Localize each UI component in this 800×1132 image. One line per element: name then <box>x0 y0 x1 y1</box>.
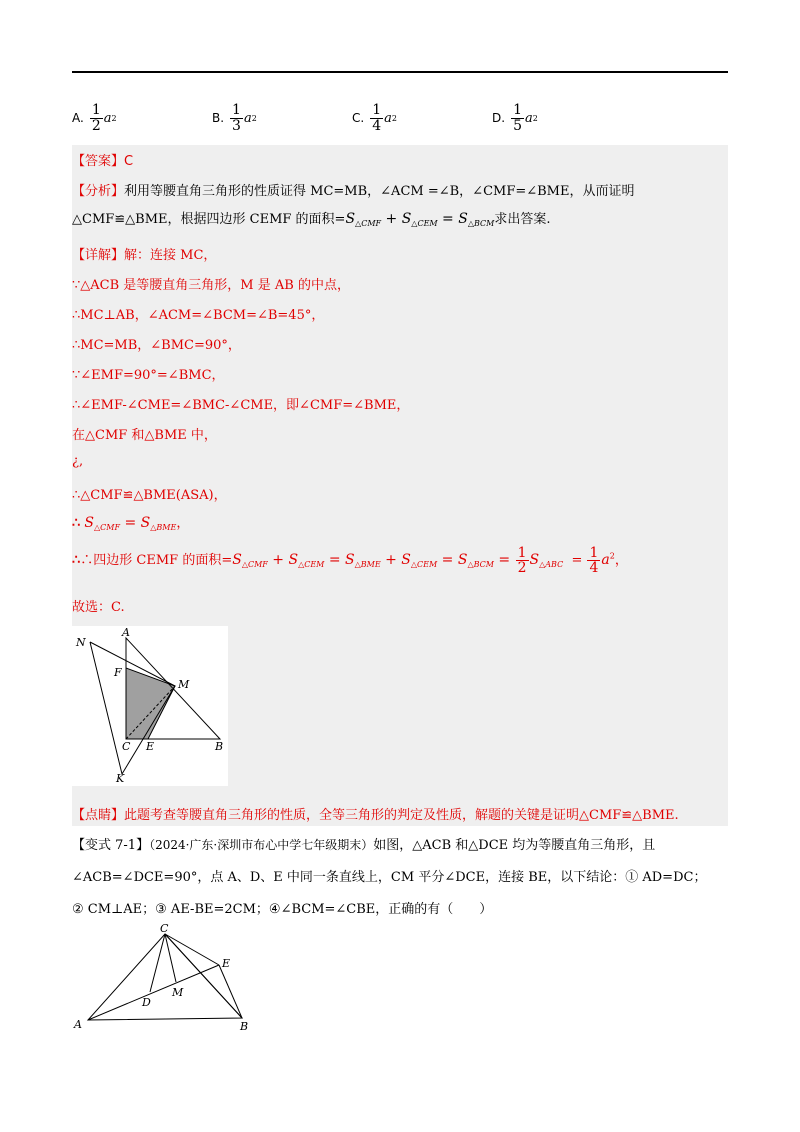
point-label: F <box>114 666 122 679</box>
detail-line-8: ∴△CMF≌△BME(ASA)， <box>72 488 227 503</box>
fraction-numerator: 1 <box>513 101 522 118</box>
point-label: D <box>142 996 151 1009</box>
half-fraction: $\frac{1}{2}$ <box>517 545 527 576</box>
analysis-line-1 <box>72 180 634 199</box>
point-label: K <box>116 772 125 785</box>
detail-line-6: 在△CMF 和△BME 中， <box>72 428 217 443</box>
answer-line <box>72 150 133 169</box>
point-label: M <box>178 678 190 691</box>
option-b <box>212 98 257 138</box>
point-label: B <box>215 740 224 753</box>
area-equality: $S_{\triangle CMF} = S_{\triangle BME}$ <box>84 515 177 532</box>
point-label: M <box>172 986 184 999</box>
point-label: E <box>222 957 231 970</box>
area-formula: $S_{\triangle CMF} + S_{\triangle CEM} = S_{\triangle BCM}$ <box>345 211 495 228</box>
option-exponent: 2 <box>111 113 117 123</box>
option-letter: D. <box>492 111 506 125</box>
option-fraction <box>370 103 383 134</box>
shaded-quadrilateral <box>126 668 175 739</box>
detail-line-2: ∴MC⊥AB，∠ACM=∠BCM=∠B=45°， <box>72 308 325 323</box>
segment-cm <box>165 934 176 982</box>
answer-value: C <box>124 154 134 169</box>
figure-2 <box>72 922 272 1032</box>
quad-area-formula: $S_{\triangle CMF} + S_{\triangle CEM} = S_{\triangle BME} + S_{\triangle CEM} = S_{\triangle BCM}$ = <box>232 552 515 569</box>
option-variable: a <box>384 110 392 126</box>
detail-line-3: ∴MC=MB，∠BMC=90°， <box>72 338 241 353</box>
detail-line-1: ∵△ACB 是等腰直角三角形，M 是 AB 的中点， <box>72 278 350 293</box>
segment-ce <box>165 934 219 965</box>
analysis-line-2 <box>72 208 550 228</box>
option-variable: a <box>243 110 252 126</box>
option-letter: A. <box>72 111 84 125</box>
option-c <box>352 98 397 138</box>
variant-tag: 【变式 7-1】 <box>72 838 150 853</box>
analysis-text: 求出答案. <box>494 212 551 227</box>
detail-tag: 【详解】 <box>72 248 125 263</box>
analysis-text: 利用等腰直角三角形的性质证得 MC=MB，∠ACM =∠B，∠CMF=∠BME，从而证明 <box>124 184 635 199</box>
detail-line-5: ∴∠EMF-∠CME=∠BMC-∠CME，即∠CMF=∠BME， <box>72 398 410 413</box>
variant-line-3: ② CM⊥AE；③ AE-BE=2CM；④∠BCM=∠CBE，正确的有（ ） <box>72 902 493 917</box>
option-a <box>72 98 117 138</box>
detail-text: ∴四边形 CEMF 的面积= <box>80 553 233 568</box>
point-label: N <box>76 636 86 649</box>
top-rule <box>72 71 728 73</box>
fraction-denominator: 4 <box>372 117 382 134</box>
option-exponent: 2 <box>251 113 257 123</box>
comment-line <box>72 804 679 823</box>
detail-text: 解：连接 MC， <box>124 248 217 263</box>
answer-options <box>72 98 728 138</box>
option-fraction <box>511 103 524 134</box>
option-fraction <box>230 103 243 134</box>
option-fraction <box>90 103 103 134</box>
segment-cb <box>165 934 242 1018</box>
fraction-numerator: 1 <box>232 101 241 118</box>
fraction-denominator: 5 <box>513 117 522 134</box>
quad-area-line: ∴∴四边形 CEMF 的面积$=S_{\triangle CMF} + S_{\triangle CEM} = S_{\triangle BME} + S_{\triangle CEM} = S_{\triangle BCM}$ = $\frac{1}{2}$ $S_{\triangle ABC}$ = $\frac{1}{4}$ $a^2$， <box>72 545 628 576</box>
variant-line-2: ∠ACB=∠DCE=90°，点 A、D、E 中同一条直线上，CM 平分∠DCE，连接 BE，以下结论：① AD=DC； <box>72 870 707 885</box>
detail-text: ， <box>176 516 190 531</box>
fraction-numerator: 1 <box>91 101 101 118</box>
point-label: E <box>146 740 155 753</box>
triangle-diagram <box>72 626 228 786</box>
answer-tag: 【答案】 <box>72 154 125 169</box>
detail-line-4: ∵∠EMF=90°=∠BMC， <box>72 368 225 383</box>
option-variable: a <box>103 110 112 126</box>
point-label: B <box>240 1020 249 1032</box>
variant-text: 如图，△ACB 和△DCE 均为等腰直角三角形，且 <box>373 838 656 853</box>
point-label: C <box>122 740 131 753</box>
option-exponent: 2 <box>391 113 397 123</box>
analysis-tag: 【分析】 <box>72 184 125 199</box>
triangle-diagram-2 <box>72 922 272 1032</box>
choose-line: 故选：C. <box>72 600 125 615</box>
fraction-denominator: 2 <box>91 117 101 134</box>
line-ae <box>88 965 219 1020</box>
comment-tag: 【点睛】 <box>72 808 125 823</box>
point-label: A <box>122 626 130 639</box>
variant-line-1 <box>72 834 655 853</box>
variant-source: （2024·广东·深圳市布心中学七年级期末） <box>149 838 374 852</box>
triangle-acb <box>88 934 242 1020</box>
segment-eb <box>219 965 242 1018</box>
option-exponent: 2 <box>532 113 538 123</box>
point-label: A <box>74 1018 82 1031</box>
fraction-numerator: 1 <box>372 101 382 118</box>
option-letter: B. <box>212 111 225 125</box>
point-label: C <box>160 922 169 935</box>
detail-line-0 <box>72 244 216 263</box>
area-equal-line: ∴ $S_{\triangle CMF} = S_{\triangle BME}$， <box>72 515 190 532</box>
detail-line-7: ¿, <box>72 454 84 469</box>
quarter-fraction: $\frac{1}{4}$ <box>589 545 599 576</box>
fraction-denominator: 3 <box>232 117 241 134</box>
option-d <box>492 98 538 138</box>
analysis-text: △CMF≌△BME，根据四边形 CEMF 的面积= <box>72 212 346 227</box>
option-letter: C. <box>352 111 365 125</box>
comment-text: 此题考查等腰直角三角形的性质，全等三角形的判定及性质，解题的关键是证明△CMF≌△BME. <box>124 808 679 823</box>
option-variable: a <box>524 110 533 126</box>
figure-1 <box>72 626 228 786</box>
